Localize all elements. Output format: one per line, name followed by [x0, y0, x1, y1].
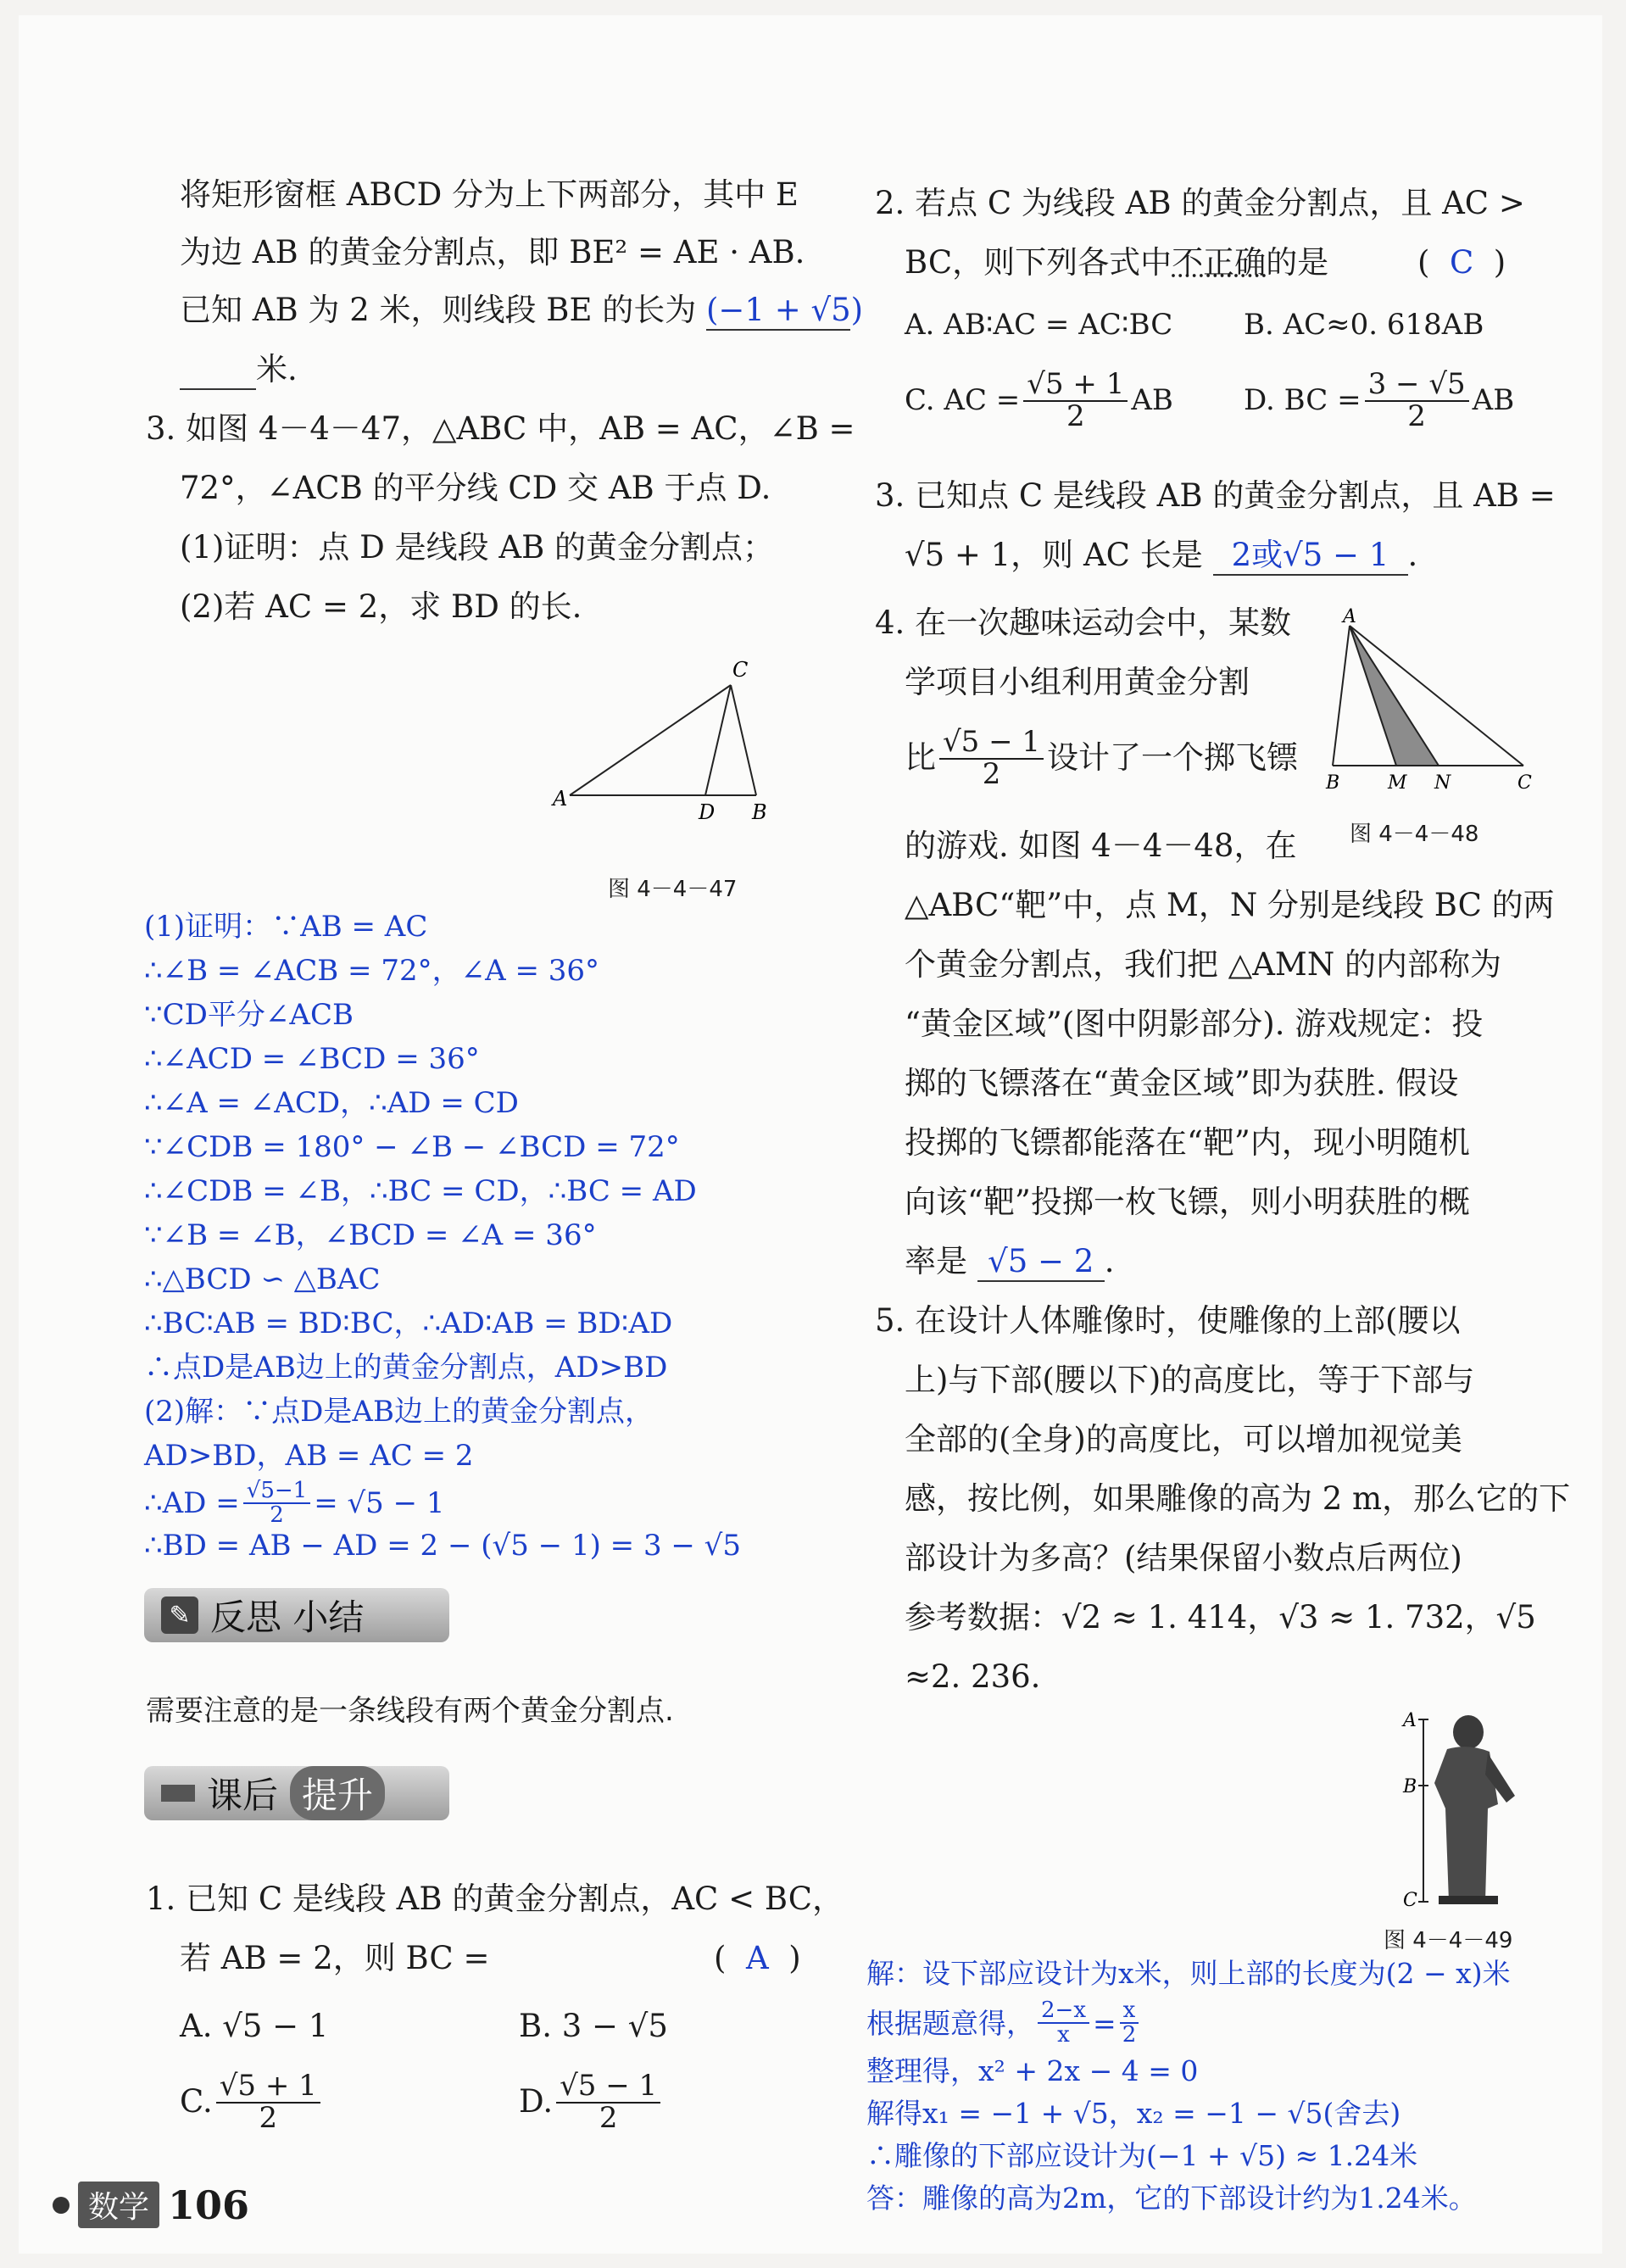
- question-3-line: 3. 已知点 C 是线段 AB 的黄金分割点，且 AB =: [875, 477, 1556, 514]
- option-label: D.: [519, 2083, 554, 2120]
- figure-caption: 图 4－4－48: [1350, 822, 1479, 847]
- text-line: 为边 AB 的黄金分割点，即 BE² = AE · AB.: [180, 234, 805, 270]
- practice-1-line: 1. 已知 C 是线段 AB 的黄金分割点，AC < BC，: [146, 1881, 844, 1917]
- denominator: 2: [1407, 398, 1426, 433]
- section-title-2: 提升: [290, 1766, 385, 1820]
- text: 根据题意得，: [866, 2006, 1034, 2040]
- question-3-line: 72°，∠ACB 的平分线 CD 交 AB 于点 D.: [180, 470, 771, 506]
- fraction: [216, 2071, 320, 2133]
- figure-4-4-47: [544, 651, 816, 821]
- denominator: 2: [1122, 2022, 1137, 2048]
- numerator: √5 − 1: [556, 2071, 660, 2104]
- fraction: [556, 2071, 660, 2133]
- statue-image: [1434, 1715, 1515, 1904]
- solution-line: (1)证明：∵AB = AC: [144, 910, 428, 944]
- section-title: 反思 小结: [210, 1597, 365, 1638]
- reflect-text: 需要注意的是一条线段有两个黄金分割点.: [146, 1694, 674, 1728]
- option-label: D. BC =: [1244, 383, 1361, 418]
- text: 已知 AB 为 2 米，则线段 BE 的长为: [180, 292, 697, 328]
- fraction: [1120, 1999, 1139, 2048]
- denominator: 2: [599, 2100, 618, 2135]
- numerator: √5 − 1: [939, 727, 1044, 760]
- text: = √5 − 1: [314, 1485, 445, 1520]
- figure-caption: 图 4－4－49: [1384, 1928, 1513, 1953]
- question-5-line: 5. 在设计人体雕像时，使雕像的上部(腰以: [875, 1302, 1461, 1339]
- denominator: x: [1057, 2022, 1070, 2048]
- solution-line: ∴BD = AB − AD = 2 − (√5 − 1) = 3 − √5: [144, 1529, 741, 1563]
- fraction: [1365, 367, 1469, 433]
- option-b: B. 3 − √5: [519, 2008, 668, 2044]
- vertex-label-a: A: [1343, 606, 1356, 627]
- solution-line: ∴点D是AB边上的黄金分割点，AD>BD: [144, 1351, 668, 1385]
- reflect-summary-banner: [144, 1588, 449, 1642]
- text: √5 + 1，则 AC 长是: [905, 537, 1203, 573]
- text: 米.: [256, 351, 298, 387]
- numerator: √5 + 1: [216, 2071, 320, 2104]
- text: 设计了一个掷飞镖: [1047, 739, 1299, 777]
- vertex-label-b: B: [1326, 772, 1340, 794]
- solution-line: ∴∠B = ∠ACB = 72°，∠A = 36°: [144, 954, 600, 988]
- figure-4-4-48: [1316, 600, 1536, 804]
- pencil-icon: ✎: [161, 1597, 198, 1634]
- solution-line: ∴∠A = ∠ACD，∴AD = CD: [144, 1086, 519, 1120]
- answer-blank: √5 − 2: [977, 1243, 1105, 1282]
- answer-paren: ( A ): [714, 1940, 801, 1976]
- question-5-line: ≈2. 236.: [905, 1658, 1041, 1695]
- question-4-line: 掷的飞镖落在“黄金区域”即为获胜. 假设: [905, 1065, 1459, 1101]
- text: BC，则下列各式中: [905, 244, 1172, 281]
- solution-line: ∴雕像的下部应设计为(−1 + √5) ≈ 1.24米: [866, 2139, 1418, 2172]
- fraction: [1023, 367, 1128, 433]
- page-footer: [53, 2182, 249, 2228]
- answer-paren: ( C ): [1417, 244, 1506, 281]
- solution-line: 答：雕像的高为2m，它的下部设计约为1.24米。: [866, 2182, 1477, 2215]
- question-3-line: 3. 如图 4－4－47，△ABC 中，AB = AC，∠B =: [146, 410, 855, 447]
- vertex-label-a: A: [553, 787, 568, 811]
- option-b: B. AC≈0. 618AB: [1244, 308, 1484, 342]
- question-2-line: [905, 244, 1328, 281]
- text: 比: [905, 739, 936, 777]
- after-class-banner: [144, 1766, 449, 1820]
- question-4-line: 的游戏. 如图 4－4－48，在: [905, 828, 1297, 864]
- question-5-line: 感，按比例，如果雕像的高为 2 m，那么它的下: [905, 1480, 1571, 1517]
- denominator: 2: [259, 2100, 278, 2135]
- denominator: 2: [1066, 398, 1085, 433]
- vertex-label-c: C: [732, 658, 749, 682]
- text-line: [180, 292, 864, 331]
- question-4-line: [905, 727, 1298, 789]
- text: ∴AD =: [144, 1485, 240, 1520]
- text: 的是: [1266, 244, 1329, 281]
- question-4-line: 向该“靶”投掷一枚飞镖，则小明获胜的概: [905, 1184, 1470, 1220]
- point-label-a: A: [1403, 1710, 1417, 1731]
- denominator: 2: [270, 1502, 284, 1529]
- option-a: A. √5 − 1: [180, 2008, 329, 2044]
- practice-1-line: 若 AB = 2，则 BC =: [180, 1940, 490, 1976]
- solution-line: 解：设下部应设计为x米，则上部的长度为(2 − x)米: [866, 1957, 1511, 1990]
- fraction: [243, 1479, 310, 1528]
- text: AB: [1131, 383, 1173, 418]
- vertex-label-m: M: [1388, 772, 1407, 794]
- question-2-line: 2. 若点 C 为线段 AB 的黄金分割点，且 AC >: [875, 185, 1525, 221]
- solution-line: ∵∠B = ∠B，∠BCD = ∠A = 36°: [144, 1218, 597, 1252]
- blank-line: [180, 351, 256, 390]
- question-3-line: (2)若 AC = 2，求 BD 的长.: [180, 588, 582, 625]
- denominator: 2: [982, 756, 1001, 791]
- option-d: [519, 2071, 664, 2133]
- solution-line: ∴∠ACD = ∠BCD = 36°: [144, 1042, 480, 1076]
- question-4-line: △ABC“靶”中，点 M，N 分别是线段 BC 的两: [905, 887, 1555, 923]
- option-d: [1244, 367, 1515, 433]
- option-c: [180, 2071, 324, 2133]
- answer-blank: 2或√5 − 1: [1213, 537, 1408, 576]
- fraction: [939, 727, 1044, 789]
- text-line: [180, 351, 298, 390]
- numerator: 3 − √5: [1365, 370, 1469, 402]
- point-label-c: C: [1403, 1890, 1417, 1911]
- solution-line: AD>BD，AB = AC = 2: [144, 1439, 474, 1473]
- subject-label: 数学: [78, 2182, 159, 2228]
- solution-line: ∴BC∶AB = BD∶BC，∴AD∶AB = BD∶AD: [144, 1307, 673, 1340]
- fraction: [1038, 1999, 1089, 2048]
- solution-line: ∵CD平分∠ACB: [144, 998, 354, 1032]
- solution-line-ad: [144, 1479, 445, 1528]
- vertex-label-c: C: [1517, 772, 1532, 794]
- question-4-line: 投掷的飞镖都能落在“靶”内，现小明随机: [905, 1124, 1470, 1161]
- numerator: x: [1120, 1999, 1139, 2024]
- question-4-line: 率是 √5 − 2 .: [905, 1243, 1115, 1282]
- solution-line: (2)解：∵点D是AB边上的黄金分割点，: [144, 1395, 654, 1429]
- bar-decoration: [161, 1785, 195, 1802]
- solution-line: ∴∠CDB = ∠B，∴BC = CD，∴BC = AD: [144, 1174, 697, 1208]
- text: AB: [1472, 383, 1515, 418]
- numerator: √5 + 1: [1023, 370, 1128, 402]
- section-title-1: 课后: [207, 1775, 279, 1816]
- bullet-icon: [53, 2197, 70, 2214]
- textbook-page: [19, 15, 1602, 2254]
- question-5-line: 全部的(全身)的高度比，可以增加视觉美: [905, 1421, 1462, 1457]
- option-label: C.: [180, 2083, 213, 2120]
- numerator: 2−x: [1038, 1999, 1089, 2024]
- figure-4-4-49: [1388, 1702, 1540, 1914]
- option-label: C. AC =: [905, 383, 1021, 418]
- solution-line: ∴△BCD ∽ △BAC: [144, 1262, 381, 1296]
- text: 率是: [905, 1243, 967, 1279]
- answer-choice: A: [745, 1940, 769, 1976]
- option-c: [905, 367, 1173, 433]
- question-3-line: √5 + 1，则 AC 长是 2或√5 − 1 .: [905, 537, 1417, 576]
- solution-line: 整理得，x² + 2x − 4 = 0: [866, 2054, 1199, 2087]
- question-4-line: “黄金区域”(图中阴影部分). 游戏规定：投: [905, 1006, 1484, 1042]
- solution-line: ∵∠CDB = 180° − ∠B − ∠BCD = 72°: [144, 1130, 680, 1164]
- solution-line: 解得x₁ = −1 + √5，x₂ = −1 − √5(舍去): [866, 2097, 1401, 2130]
- text-line: 将矩形窗框 ABCD 分为上下两部分，其中 E: [180, 176, 799, 213]
- vertex-label-n: N: [1434, 772, 1451, 794]
- emphasis-text: 不正确: [1172, 244, 1267, 281]
- question-5-line: 参考数据：√2 ≈ 1. 414，√3 ≈ 1. 732，√5: [905, 1599, 1536, 1636]
- answer-blank: (−1 + √5): [706, 292, 850, 331]
- page-number: 106: [168, 2182, 250, 2228]
- question-4-line: 4. 在一次趣味运动会中，某数: [875, 605, 1292, 641]
- answer-choice: C: [1449, 244, 1474, 281]
- question-5-line: 上)与下部(腰以下)的高度比，等于下部与: [905, 1362, 1475, 1398]
- point-label-b: B: [1403, 1776, 1417, 1797]
- vertex-label-b: B: [752, 800, 767, 821]
- question-4-line: 个黄金分割点，我们把 △AMN 的内部称为: [905, 946, 1501, 983]
- question-5-line: 部设计为多高？(结果保留小数点后两位): [905, 1540, 1462, 1576]
- question-3-line: (1)证明：点 D 是线段 AB 的黄金分割点；: [180, 529, 775, 566]
- solution-line-equation: 根据题意得， $\frac{2-x}{x}$ = $\frac{x}{2}$: [866, 1999, 1142, 2048]
- question-4-line: 学项目小组利用黄金分割: [905, 664, 1250, 700]
- option-a: A. AB∶AC = AC∶BC: [905, 308, 1173, 342]
- vertex-label-d: D: [699, 800, 716, 821]
- figure-caption: 图 4－4－47: [608, 877, 738, 902]
- numerator: √5−1: [243, 1479, 310, 1504]
